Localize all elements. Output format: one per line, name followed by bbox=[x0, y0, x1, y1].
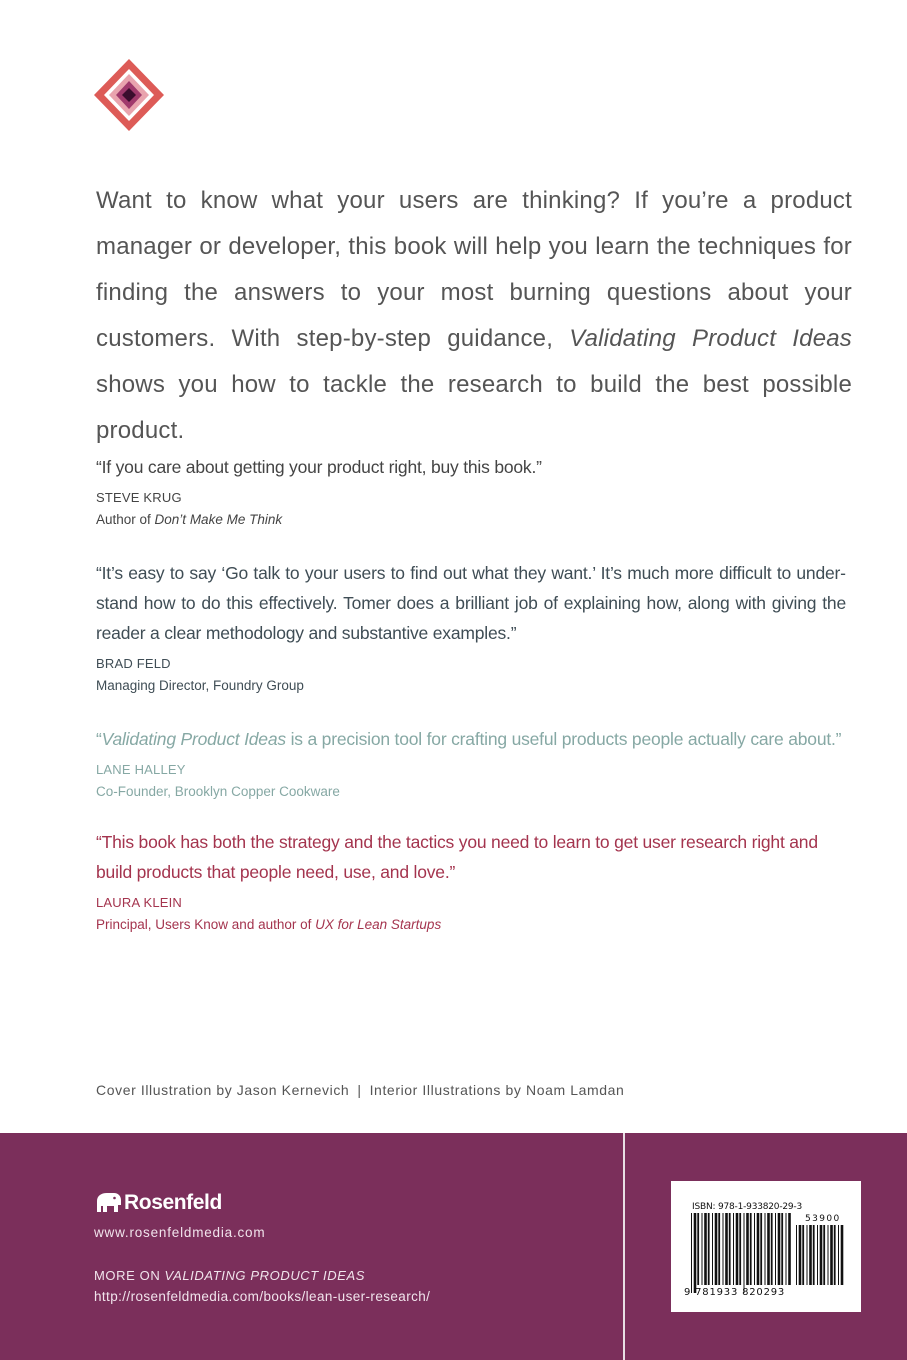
quote-author-role: Co-Founder, Brooklyn Copper Cookware bbox=[96, 784, 340, 799]
testimonial-lane-halley bbox=[96, 724, 856, 802]
quote-author-name: LAURA KLEIN bbox=[96, 895, 183, 910]
interior-credit: Interior Illustrations by Noam Lamdan bbox=[369, 1082, 625, 1098]
quote-open-mark: “ bbox=[96, 729, 102, 749]
book-description bbox=[96, 178, 852, 454]
quote-text: “If you care about getting your product right, buy this book.” bbox=[96, 457, 542, 477]
more-on-label bbox=[94, 1268, 365, 1283]
publisher-logo bbox=[94, 1191, 222, 1215]
quote-author-name: LANE HALLEY bbox=[96, 762, 186, 777]
testimonial-laura-klein bbox=[96, 827, 856, 935]
quote-author-role bbox=[96, 915, 856, 935]
quote-author-role bbox=[96, 510, 856, 530]
illustration-credits bbox=[96, 1082, 624, 1098]
quote-text: “This book has both the strategy and the tactics you need to learn to get user research right and build products that people need, use, and love.” bbox=[96, 832, 818, 882]
isbn-label: ISBN: 978-1-933820-29-3 bbox=[692, 1202, 802, 1212]
diamond-logo-icon bbox=[94, 59, 164, 131]
barcode-addon-icon bbox=[796, 1225, 844, 1293]
quote-author-role-prefix: Author of bbox=[96, 512, 155, 527]
testimonial-steve-krug bbox=[96, 452, 856, 530]
description-text-before: Want to know what your users are thinking? If you’re a product manager or developer, this book will help you learn the techniques for finding the answers to your most burning questions about your customers. With step-by-step guidance, bbox=[96, 187, 852, 352]
publisher-name: Rosenfeld bbox=[124, 1191, 222, 1214]
footer-divider bbox=[623, 1133, 625, 1360]
elephant-icon bbox=[94, 1192, 122, 1214]
quote-book-title: Validating Product Ideas bbox=[101, 729, 286, 749]
quote-author-role-prefix: Principal, Users Know and author of bbox=[96, 917, 316, 932]
more-on-book-title: VALIDATING PRODUCT IDEAS bbox=[164, 1268, 366, 1283]
isbn-barcode bbox=[671, 1181, 861, 1312]
quote-author-book-title: Don’t Make Me Think bbox=[154, 512, 283, 527]
testimonial-brad-feld bbox=[96, 558, 856, 696]
more-on-prefix: MORE ON bbox=[94, 1268, 165, 1283]
quote-author-name: BRAD FELD bbox=[96, 656, 171, 671]
publisher-footer bbox=[0, 1133, 907, 1360]
barcode-icon bbox=[691, 1213, 793, 1293]
price-code: 53900 bbox=[805, 1214, 841, 1224]
quote-author-book-title: UX for Lean Startups bbox=[315, 917, 442, 932]
publisher-website[interactable]: www.rosenfeldmedia.com bbox=[94, 1225, 266, 1240]
description-book-title: Validating Product Ideas bbox=[569, 325, 853, 352]
quote-text-rest: is a precision tool for crafting useful products people actually care about.” bbox=[285, 729, 842, 749]
credit-separator: | bbox=[357, 1082, 362, 1098]
quote-text bbox=[96, 724, 856, 754]
book-page-link[interactable]: http://rosenfeldmedia.com/books/lean-user-research/ bbox=[94, 1289, 431, 1304]
quote-text: “It’s easy to say ‘Go talk to your users to find out what they want.’ It’s much more difficult to understand how to do this effectively. Tomer does a brilliant job of explaining how, along with giving the reader a clear methodology and substantive examples.” bbox=[96, 563, 846, 643]
description-text-after: shows you how to tackle the research to build the best possible product. bbox=[96, 371, 852, 444]
quote-author-role: Managing Director, Foundry Group bbox=[96, 678, 304, 693]
isbn-digits: 9 781933 820293 bbox=[684, 1287, 786, 1298]
quote-author-name: STEVE KRUG bbox=[96, 490, 182, 505]
cover-credit: Cover Illustration by Jason Kernevich bbox=[96, 1082, 350, 1098]
